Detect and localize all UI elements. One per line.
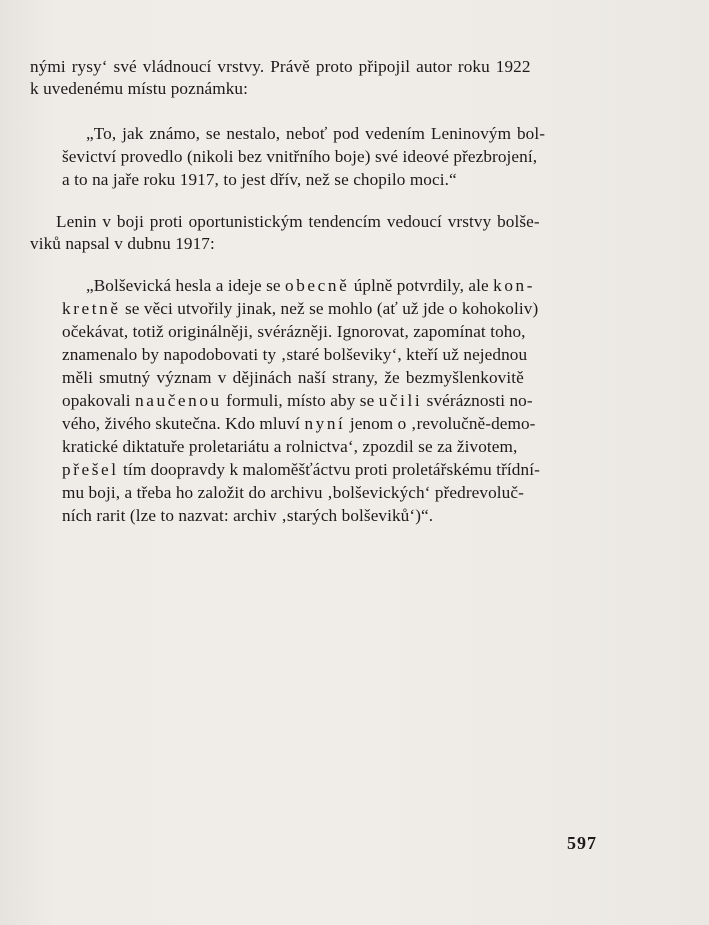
quote-2-line-11: ních rarit (lze to nazvat: archiv ‚starých bolševiků‘)“. [62,506,434,525]
quote-2-line-1-part-c: úplně potvrdily, ale [349,276,494,295]
page-number: 597 [567,833,597,853]
paragraph-1-line-1: nými rysy‘ své vládnoucí vrstvy. Právě proto připojil autor roku 1922 [30,57,531,76]
quote-2-line-1 [86,275,535,297]
quote-2-line-3: očekávat, totiž originálněji, svérázněji. Ignorovat, zapomínat toho, [62,322,526,341]
spaced-emphasis-nyni: nyní [304,414,346,433]
quote-2-line-6-part-e: svéráznosti no- [422,391,533,410]
quote-2-line-6-part-a: opakovali [62,391,136,410]
spaced-emphasis-kretne: kretně [62,299,121,318]
spaced-emphasis-ucili: učili [378,391,423,410]
quote-2-line-4: znamenalo by napodobovati ty ‚staré bolševiky‘, kteří už nejednou [62,345,528,364]
quote-2-line-2 [62,298,538,320]
spaced-emphasis-naucenou: naučenou [135,391,222,410]
quote-2-line-6 [62,390,533,412]
quote-2-line-9 [62,459,540,481]
spaced-emphasis-obecne: obecně [285,276,350,295]
spaced-emphasis-presel: přešel [62,460,119,479]
quote-2-line-6-part-c: formuli, místo aby se [221,391,379,410]
quote-2-line-8: kratické diktatuře proletariátu a rolnictva‘, zpozdil se za životem, [62,437,518,456]
quote-2-line-7 [62,413,535,435]
paragraph-2-line-2: viků napsal v dubnu 1917: [30,234,215,253]
quote-1-line-2: ševictví provedlo (nikoli bez vnitřního boje) své ideové přezbrojení, [62,147,538,166]
quote-1-line-3: a to na jaře roku 1917, to jest dřív, než se chopilo moci.“ [62,170,457,189]
quote-2-line-2-part-b: se věci utvořily jinak, než se mohlo (ať už jde o kohokoliv) [120,299,539,318]
quote-2-line-10: mu boji, a třeba ho založit do archivu ‚bolševických‘ předrevoluč- [62,483,524,502]
quote-2-line-7-part-c: jenom o ‚revolučně-demo- [345,414,536,433]
quote-2-line-5: měli smutný význam v dějinách naší strany, že bezmyšlenkovitě [62,368,524,387]
quote-2-line-1-part-a: „Bolševická hesla a ideje se [86,276,286,295]
quote-2-line-7-part-a: vého, živého skutečna. Kdo mluví [62,414,305,433]
paragraph-2-line-1: Lenin v boji proti oportunistickým tendencím vedoucí vrstvy bolše- [56,212,540,231]
spaced-emphasis-kon: kon- [493,276,536,295]
paragraph-1-line-2: k uvedenému místu poznámku: [30,79,248,98]
quote-1-line-1: „To, jak známo, se nestalo, neboť pod vedením Leninovým bol- [86,124,546,143]
quote-2-line-9-part-b: tím doopravdy k maloměšťáctvu proti proletářskému třídní- [118,460,540,479]
